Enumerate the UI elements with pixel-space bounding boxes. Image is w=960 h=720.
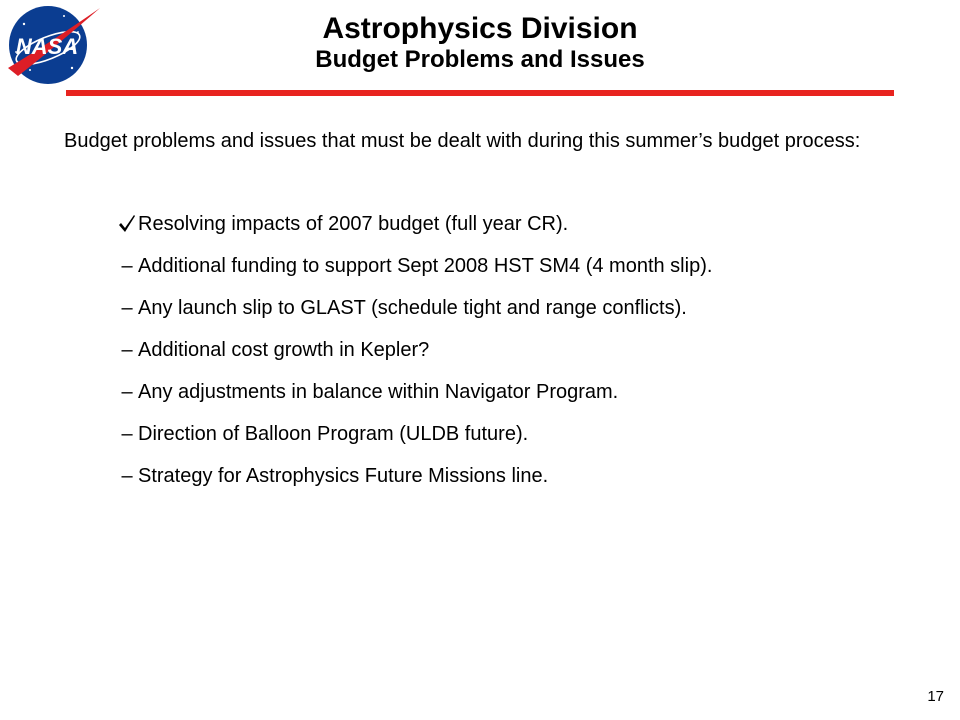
page-subtitle: Budget Problems and Issues: [315, 46, 645, 73]
title-divider: [66, 90, 894, 96]
dash-marker: –: [121, 339, 133, 361]
logo-wordmark: NASA: [15, 34, 79, 59]
nasa-logo: [2, 2, 104, 86]
dash-marker: –: [121, 423, 133, 445]
dash-marker: –: [121, 297, 133, 319]
page-number: 17: [927, 688, 944, 705]
list-item-text: Direction of Balloon Program (ULDB future).: [138, 423, 529, 445]
list-item-text: Any adjustments in balance within Navigator Program.: [138, 381, 619, 403]
dash-marker: –: [121, 255, 133, 277]
list-item-text: Additional funding to support Sept 2008 HST SM4 (4 month slip).: [138, 255, 713, 277]
dash-marker: –: [121, 465, 133, 487]
page-title: Astrophysics Division: [322, 12, 638, 45]
list-item-text: Additional cost growth in Kepler?: [138, 339, 430, 361]
intro-paragraph: Budget problems and issues that must be dealt with during this summer’s budget process:: [64, 130, 861, 152]
title-block: [180, 12, 780, 74]
list-item-text: Resolving impacts of 2007 budget (full year CR).: [138, 213, 569, 235]
dash-marker: –: [121, 381, 133, 403]
list-item-text: Any launch slip to GLAST (schedule tight and range conflicts).: [138, 297, 687, 319]
list-item-text: Strategy for Astrophysics Future Missions line.: [138, 465, 549, 487]
